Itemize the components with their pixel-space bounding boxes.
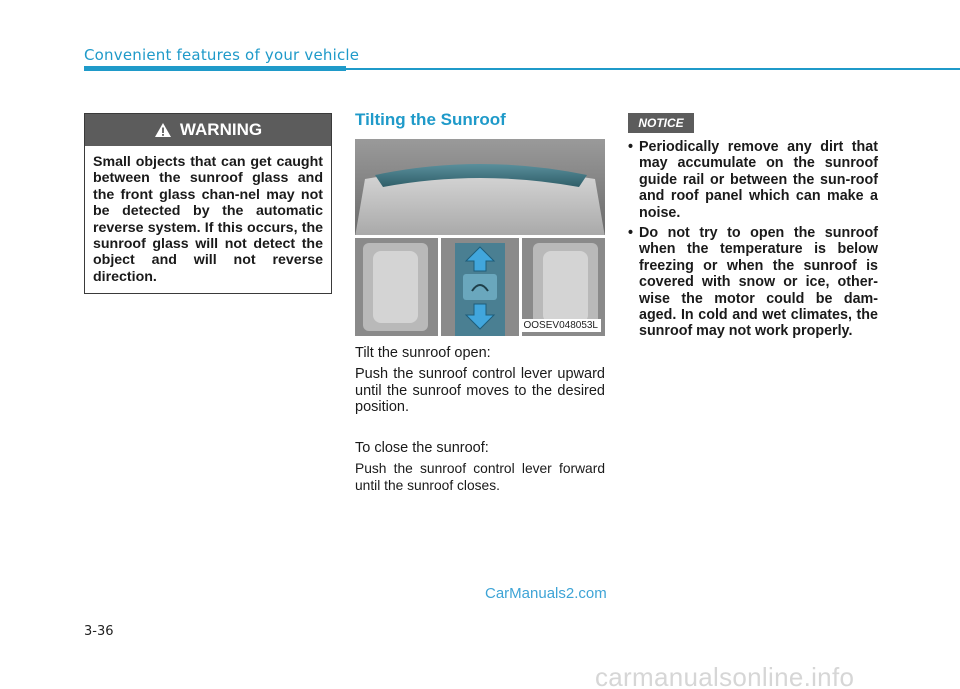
- header-rule-thick: [84, 66, 346, 71]
- warning-triangle-icon: [154, 122, 172, 138]
- instruction-open-text: Push the sunroof control lever upward until the sunroof moves to the desired position.: [355, 366, 605, 415]
- header-rule-thin: [346, 68, 960, 70]
- bullet-icon: •: [628, 225, 634, 242]
- figure-code: OOSEV048053L: [521, 319, 602, 332]
- notice-list: [628, 139, 878, 344]
- notice-item: [628, 139, 878, 221]
- instruction-close-heading: To close the sunroof:: [355, 440, 489, 456]
- notice-badge: NOTICE: [628, 113, 694, 133]
- warning-text: Small objects that can get caught between the sunroof glass and the front glass chan-nel may not be detected by the automatic reverse system. If this occurs, the sunroof glass will not detect the object and will not reverse direction.: [93, 154, 323, 285]
- instruction-open-heading: Tilt the sunroof open:: [355, 345, 491, 361]
- instruction-close-text: Push the sunroof control lever forward until the sunroof closes.: [355, 461, 605, 493]
- notice-item-text: Periodically remove any dirt that may accumulate on the sunroof guide rail or between the sun-roof and roof panel which can make a noise.: [639, 139, 878, 221]
- notice-item-text: Do not try to open the sunroof when the temperature is below freezing or when the sunroof is covered with snow or ice, other-wise the motor could be dam-aged. In cold and wet climates, the sunroof may not work properly.: [639, 225, 878, 340]
- bullet-icon: •: [628, 139, 634, 155]
- warning-label: WARNING: [179, 120, 263, 139]
- warning-box: [84, 113, 332, 294]
- watermark-carmanuals2[interactable]: CarManuals2.com: [485, 585, 607, 602]
- section-title: Tilting the Sunroof: [355, 110, 506, 129]
- sunroof-illustration: [355, 139, 605, 336]
- warning-header: [85, 114, 331, 146]
- page-header-title: Convenient features of your vehicle: [84, 46, 360, 64]
- notice-item: [628, 225, 878, 340]
- sunroof-console-drawing: [355, 139, 605, 336]
- page-number: 3-36: [84, 624, 114, 639]
- watermark-carmanualsonline: carmanualsonline.info: [595, 662, 855, 689]
